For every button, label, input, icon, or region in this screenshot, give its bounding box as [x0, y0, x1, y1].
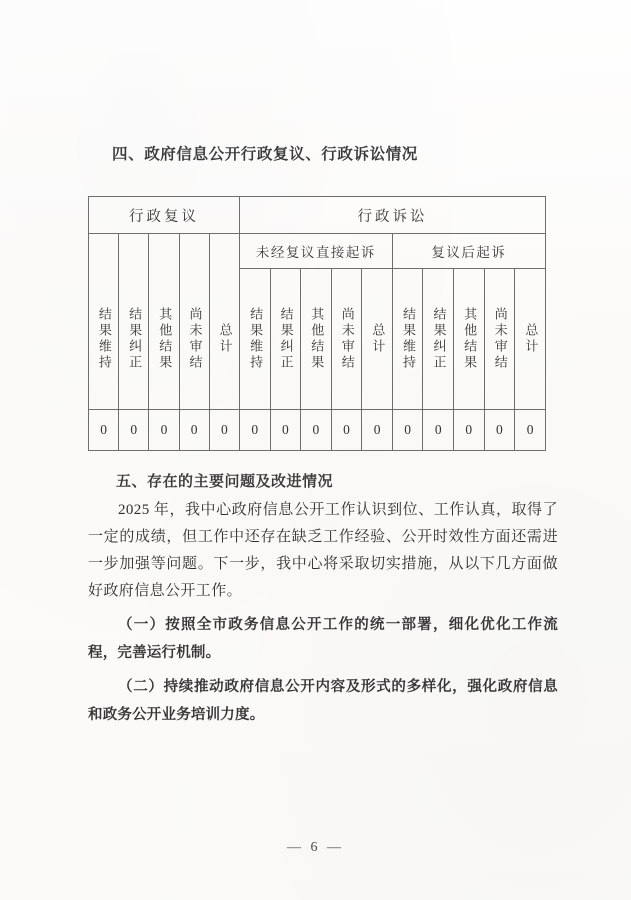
col-header-label: 尚未审结 [492, 307, 508, 371]
col-header-cell [209, 269, 239, 410]
col-header-label: 尚未审结 [187, 306, 203, 371]
table-cell: 0 [179, 410, 209, 451]
col-header-cell [331, 269, 362, 410]
col-header-cell [454, 269, 485, 410]
col-header-label: 结果维持 [248, 307, 264, 371]
col-header-label: 其他结果 [157, 306, 173, 371]
col-header-cell [179, 269, 209, 410]
section-heading-five: 五、存在的主要问题及改进情况 [116, 472, 334, 490]
col-header-cell [423, 269, 454, 410]
col-header-label: 其他结果 [462, 307, 478, 371]
col-header-cell [515, 269, 546, 410]
col-header-cell [270, 269, 301, 410]
section-five-item-two: （二）持续推动政府信息公开内容及形式的多样化，强化政府信息和政务公开业务培训力度。 [88, 679, 558, 723]
col-header-label: 结果纠正 [127, 306, 143, 371]
col-header-cell [239, 269, 270, 410]
table-cell: 0 [239, 410, 270, 451]
col-header-label: 其他结果 [309, 307, 325, 371]
col-header-label: 结果纠正 [278, 307, 294, 371]
col-header-cell [119, 269, 149, 410]
administrative-review-litigation-table [88, 196, 546, 451]
section-five-paragraph: 2025 年，我中心政府信息公开工作认识到位、工作认真，取得了一定的成绩，但工作中还存在缺乏工作经验、公开时效性方面还需进一步加强等问题。下一步，我中心将采取切实措施，从以下几方面做好政府信息公开工作。 [88, 502, 558, 599]
page-number: — 6 — [287, 840, 344, 855]
table-cell: 0 [515, 410, 546, 451]
col-header-label: 总计 [217, 322, 233, 355]
col-header-label: 总计 [523, 323, 539, 355]
table-row [89, 410, 546, 451]
administrative-review-table-wrapper [88, 196, 546, 451]
col-header-label: 尚未审结 [339, 307, 355, 371]
col-header-cell [484, 269, 515, 410]
header-group-reconsideration: 行政复议 [89, 197, 240, 234]
table-cell: 0 [89, 410, 119, 451]
section-heading-four: 四、政府信息公开行政复议、行政诉讼情况 [112, 145, 418, 163]
table-cell: 0 [484, 410, 515, 451]
col-header-label: 结果维持 [400, 307, 416, 371]
table-cell: 0 [423, 410, 454, 451]
col-header-cell [362, 269, 393, 410]
table-cell: 0 [209, 410, 239, 451]
table-cell: 0 [149, 410, 179, 451]
table-cell: 0 [331, 410, 362, 451]
table-header-row-top [89, 197, 546, 234]
table-cell: 0 [119, 410, 149, 451]
table-header-row-mid [89, 234, 546, 269]
section-five-block [88, 470, 558, 729]
table-cell: 0 [392, 410, 423, 451]
table-cell: 0 [454, 410, 485, 451]
header-group-litigation: 行政诉讼 [239, 197, 545, 234]
col-header-label: 总计 [370, 323, 386, 355]
col-header-cell [149, 269, 179, 410]
header-sub-direct-suit: 未经复议直接起诉 [239, 234, 392, 269]
col-header-label: 结果维持 [96, 306, 112, 371]
table-header-row-vertical [89, 269, 546, 410]
col-header-cell [301, 269, 332, 410]
header-sub-after-reconsideration: 复议后起诉 [392, 234, 545, 269]
table-cell: 0 [362, 410, 393, 451]
col-header-cell [392, 269, 423, 410]
section-five-item-one: （一）按照全市政务信息公开工作的统一部署，细化优化工作流程，完善运行机制。 [88, 617, 558, 661]
col-header-label: 结果纠正 [431, 307, 447, 371]
table-cell: 0 [270, 410, 301, 451]
table-cell: 0 [301, 410, 332, 451]
col-header-cell [89, 269, 119, 410]
